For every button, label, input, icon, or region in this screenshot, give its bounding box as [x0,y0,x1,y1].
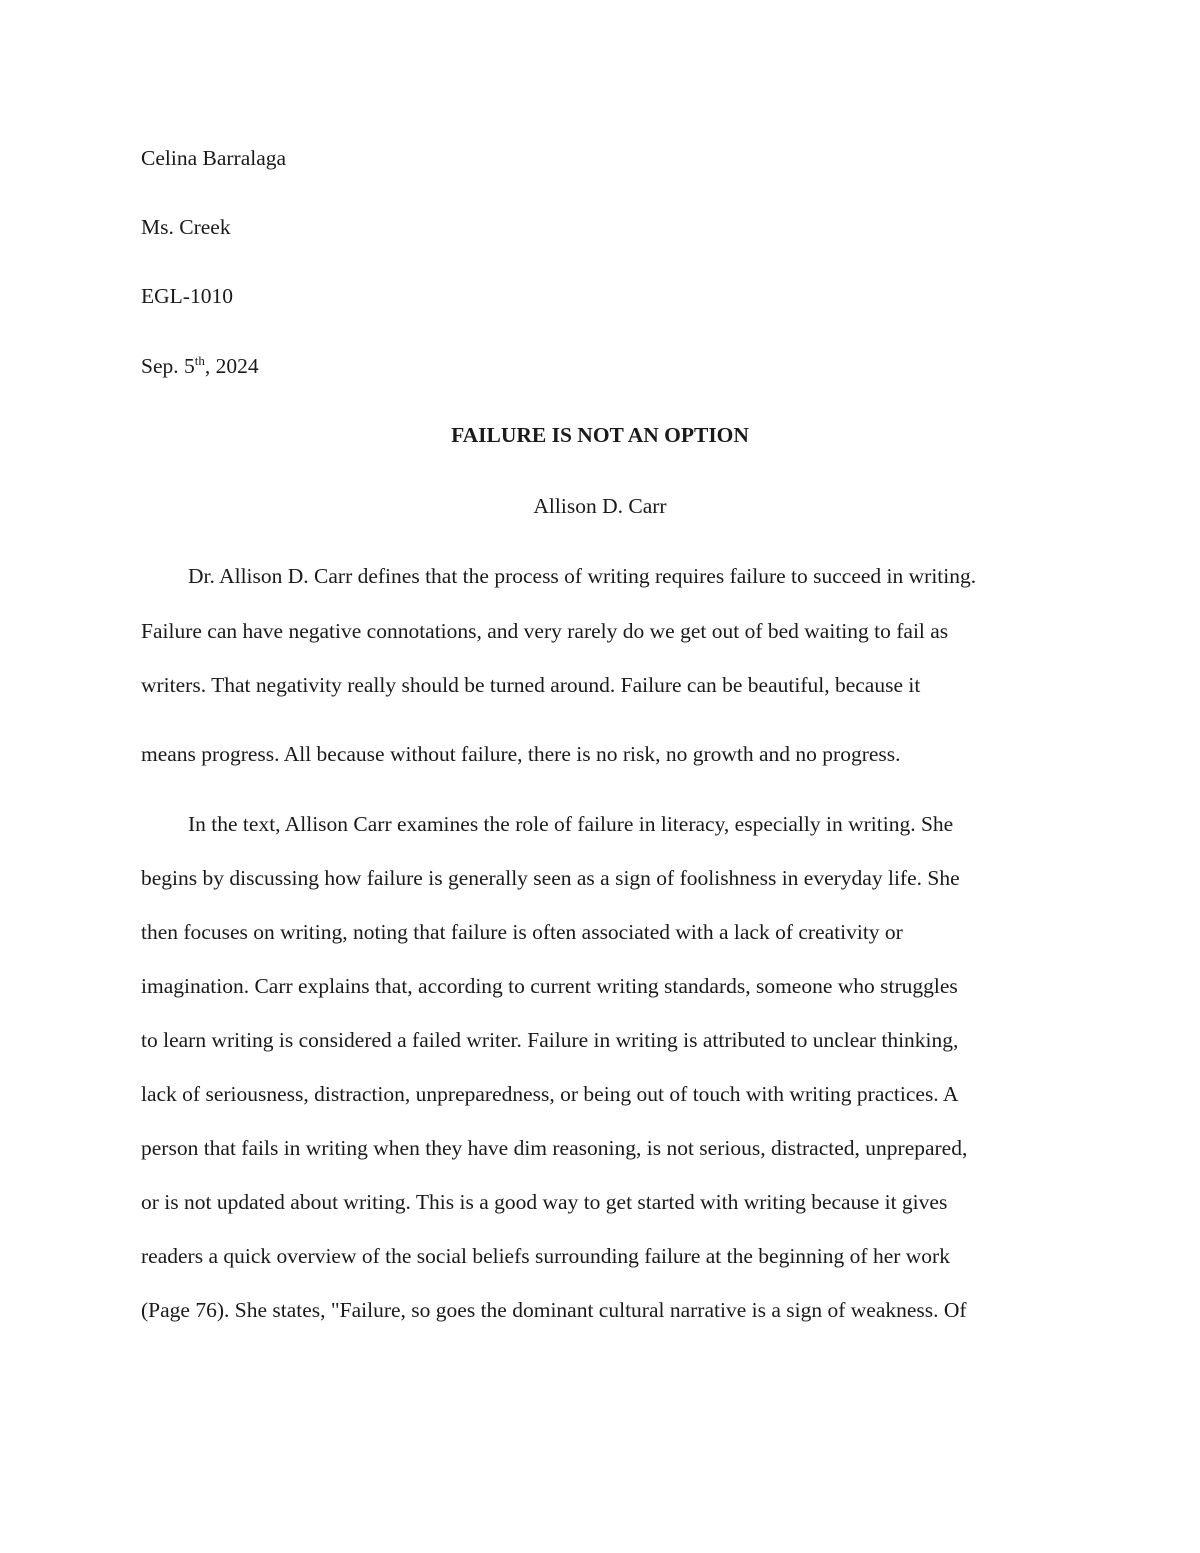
paragraph-2-line-8: or is not updated about writing. This is a good way to get started with writing because it gives [141,1190,948,1214]
submission-date [141,352,259,378]
date-month-day: Sep. 5 [141,354,195,378]
paragraph-2-line-6: lack of seriousness, distraction, unpreparedness, or being out of touch with writing practices. A [141,1082,959,1106]
paragraph-2-line-1: In the text, Allison Carr examines the role of failure in literacy, especially in writing. She [188,812,954,836]
course-code: EGL-1010 [141,284,233,308]
paragraph-1-line-4: means progress. All because without failure, there is no risk, no growth and no progress. [141,742,901,766]
paragraph-1-line-1: Dr. Allison D. Carr defines that the process of writing requires failure to succeed in writing. [188,564,977,588]
paragraph-2-line-5: to learn writing is considered a failed writer. Failure in writing is attributed to unclear thinking, [141,1028,959,1052]
paragraph-2-line-3: then focuses on writing, noting that failure is often associated with a lack of creativity or [141,920,903,944]
essay-title: FAILURE IS NOT AN OPTION [451,423,749,447]
paragraph-2-line-7: person that fails in writing when they have dim reasoning, is not serious, distracted, unprepared, [141,1136,968,1160]
paragraph-1-line-3: writers. That negativity really should be turned around. Failure can be beautiful, because it [141,673,921,697]
paragraph-2-line-9: readers a quick overview of the social beliefs surrounding failure at the beginning of her work [141,1244,950,1268]
date-ordinal: th [194,352,205,368]
paragraph-2-line-10: (Page 76). She states, "Failure, so goes the dominant cultural narrative is a sign of weakness. Of [141,1298,967,1322]
paragraph-2-line-4: imagination. Carr explains that, according to current writing standards, someone who struggles [141,974,958,998]
instructor-name: Ms. Creek [141,215,231,239]
author-name: Celina Barralaga [141,146,287,170]
date-year: , 2024 [204,354,259,378]
essay-subtitle: Allison D. Carr [533,494,667,518]
paragraph-1-line-2: Failure can have negative connotations, and very rarely do we get out of bed waiting to fail as [141,619,949,643]
paragraph-2-line-2: begins by discussing how failure is generally seen as a sign of foolishness in everyday life. She [141,866,960,890]
